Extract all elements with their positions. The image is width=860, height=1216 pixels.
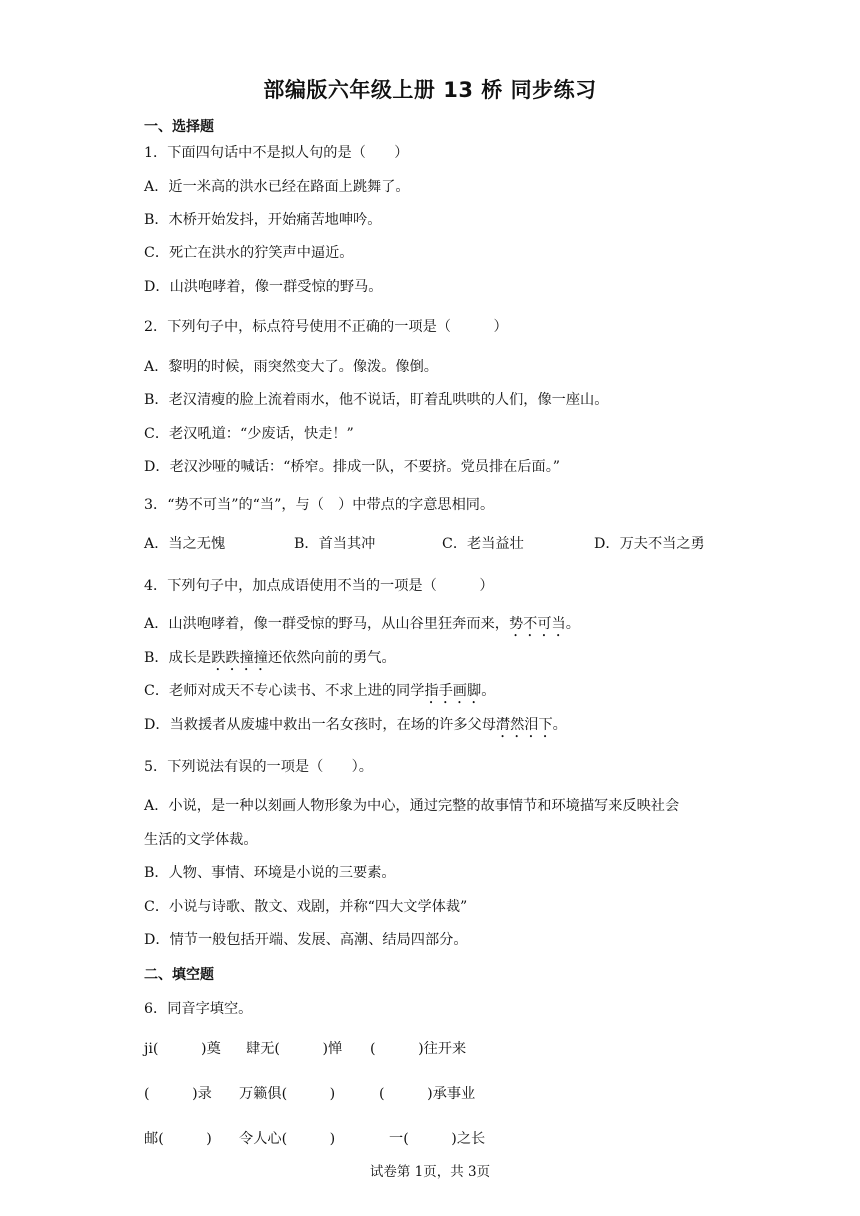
q4-c-end: 。 [481, 683, 496, 699]
q2-option-c: C．老汉吼道：“少废话，快走！” [144, 426, 354, 442]
q2-option-d: D．老汉沙哑的喊话：“桥窄。排成一队，不要挤。党员排在后面。” [144, 459, 561, 475]
page-footer: 试卷第 1页，共 3页 [369, 1164, 491, 1180]
q2-option-b: B．老汉清瘦的脸上流着雨水，他不说话，盯着乱哄哄的人们，像一座山。 [144, 392, 609, 408]
q4-a-dotted-idiom: 势不可当 [508, 616, 566, 632]
q6-blank-2: 肆无( )惮 [246, 1041, 343, 1057]
q6-blank-9: 一( )之长 [389, 1131, 486, 1147]
q6-blank-1: ji( )奠 [144, 1041, 221, 1057]
q3-option-b: B．首当其冲 [294, 536, 376, 552]
q4-option-c [144, 680, 495, 707]
q4-option-a [144, 613, 580, 640]
q4-stem: 4．下列句子中，加点成语使用不当的一项是（ ） [144, 578, 494, 594]
q1-option-d: D．山洪咆哮着，像一群受惊的野马。 [144, 279, 383, 295]
q4-d-dotted-idiom: 潸然泪下 [495, 717, 553, 733]
q3-option-c: C．老当益壮 [442, 536, 524, 552]
q6-blank-4: ( )录 [144, 1086, 212, 1102]
q5-option-b: B．人物、事情、环境是小说的三要素。 [144, 865, 396, 881]
q3-stem: 3．“势不可当”的“当”，与（ ）中带点的字意思相同。 [144, 497, 495, 513]
q5-option-a-continued: 生活的文学体裁。 [144, 832, 258, 848]
q6-stem: 6．同音字填空。 [144, 1001, 253, 1017]
q6-blank-3: ( )往开来 [370, 1041, 467, 1057]
q4-b-dotted-idiom: 跌跌撞撞 [211, 650, 268, 666]
q4-c-dotted-idiom: 指手画脚 [424, 683, 482, 699]
q6-blank-7: 邮( ) [144, 1131, 212, 1147]
section-heading-choice: 一、选择题 [144, 119, 214, 135]
page-title: 部编版六年级上册 13 桥 同步练习 [263, 78, 597, 102]
q6-blank-8: 令人心( ) [239, 1131, 336, 1147]
q5-option-c: C．小说与诗歌、散文、戏剧，并称“四大文学体裁” [144, 899, 468, 915]
q1-stem: 1．下面四句话中不是拟人句的是（ ） [144, 145, 409, 161]
q6-row-3 [144, 1128, 564, 1148]
q4-a-text: A．山洪咆哮着，像一群受惊的野马，从山谷里狂奔而来， [144, 616, 509, 632]
q3-option-a: A．当之无愧 [144, 536, 226, 552]
section-heading-fill: 二、填空题 [144, 967, 214, 983]
q4-option-d [144, 714, 567, 741]
q4-d-end: 。 [552, 717, 567, 733]
q2-stem: 2．下列句子中，标点符号使用不正确的一项是（ ） [144, 319, 508, 335]
q4-option-b [144, 647, 396, 674]
q6-blank-6: ( )承事业 [379, 1086, 476, 1102]
q3-option-d: D．万夫不当之勇 [594, 536, 705, 552]
q4-b-end: 还依然向前的勇气。 [267, 650, 396, 666]
q6-row-1 [144, 1038, 564, 1058]
q1-option-c: C．死亡在洪水的狞笑声中逼近。 [144, 245, 354, 261]
q5-stem: 5．下列说法有误的一项是（ ）。 [144, 759, 373, 775]
q4-b-text: B．成长是 [144, 650, 212, 666]
q3-options [144, 533, 724, 553]
q6-blank-5: 万籁俱( ) [239, 1086, 336, 1102]
q4-a-end: 。 [565, 616, 580, 632]
q5-option-d: D．情节一般包括开端、发展、高潮、结局四部分。 [144, 932, 468, 948]
q1-option-b: B．木桥开始发抖，开始痛苦地呻吟。 [144, 212, 382, 228]
q1-option-a: A．近一米高的洪水已经在路面上跳舞了。 [144, 179, 410, 195]
q2-option-a: A．黎明的时候，雨突然变大了。像泼。像倒。 [144, 359, 438, 375]
q4-d-text: D．当救援者从废墟中救出一名女孩时，在场的许多父母 [144, 717, 496, 733]
q5-option-a: A．小说，是一种以刻画人物形象为中心，通过完整的故事情节和环境描写来反映社会 [144, 798, 680, 814]
q4-c-text: C．老师对成天不专心读书、不求上进的同学 [144, 683, 425, 699]
q6-row-2 [144, 1083, 564, 1103]
